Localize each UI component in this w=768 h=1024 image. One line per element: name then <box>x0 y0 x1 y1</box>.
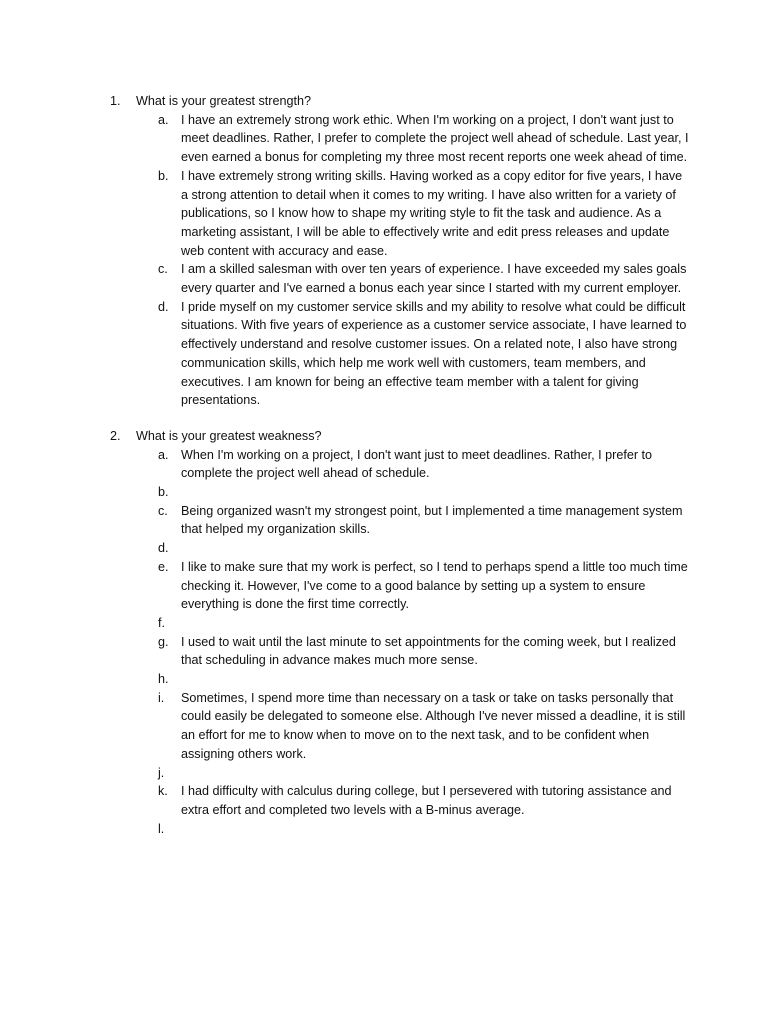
answer-letter: i. <box>158 690 165 705</box>
answer-text: I had difficulty with calculus during college, but I persevered with tutoring assistance and extra effort and completed two levels with a B-minus average. <box>181 784 672 817</box>
answer-item <box>110 558 690 614</box>
question-number: 2. <box>110 428 121 443</box>
answer-text: I have extremely strong writing skills. Having worked as a copy editor for five years, I have a strong attention to detail when it comes to my writing. I have also written for a variety of publications, so I know how to shape my writing style to fit the task and audience. As a marketing assistant, I will be able to effectively write and edit press releases and update web content with accuracy and ease. <box>181 168 683 258</box>
answer-letter: g. <box>158 634 169 649</box>
answer-item <box>110 260 690 297</box>
answer-text: Sometimes, I spend more time than necessary on a task or take on tasks personally that could easily be delegated to someone else. Although I've never missed a deadline, it is still an effort for me to know when to move on to the next task, and to be confident when assigning others work. <box>181 690 686 761</box>
answer-text: I like to make sure that my work is perfect, so I tend to perhaps spend a little too much time checking it. However, I've come to a good balance by setting up a system to ensure everything is done the first time correctly. <box>181 559 688 612</box>
question-2 <box>110 427 690 446</box>
document-content <box>110 92 690 838</box>
answer-item <box>110 483 690 502</box>
answer-item <box>110 670 690 689</box>
answer-letter: h. <box>158 672 169 687</box>
answer-item <box>110 167 690 261</box>
answer-letter: l. <box>158 821 165 836</box>
answer-text: Being organized wasn't my strongest point, but I implemented a time management system that helped my organization skills. <box>181 503 683 537</box>
answer-letter: d. <box>158 299 169 314</box>
answer-letter: b. <box>158 485 169 500</box>
answer-item <box>110 539 690 558</box>
answer-item <box>110 633 690 670</box>
answer-item <box>110 764 690 783</box>
answer-text: I am a skilled salesman with over ten years of experience. I have exceeded my sales goals every quarter and I've earned a bonus each year since I started with my current employer. <box>181 262 687 296</box>
answer-item <box>110 502 690 539</box>
question-1 <box>110 92 690 111</box>
answer-item <box>110 689 690 764</box>
answer-item <box>110 111 690 167</box>
question-text: What is your greatest weakness? <box>136 428 322 443</box>
answer-letter: c. <box>158 503 168 518</box>
answer-list-1 <box>110 111 690 410</box>
answer-text: I pride myself on my customer service skills and my ability to resolve what could be difficult situations. With five years of experience as a customer service associate, I have learned to effectively understand and resolve customer issues. On a related note, I also have strong communication skills, which help me work well with customers, team members, and executives. I am known for being an effective team member with a talent for giving presentations. <box>181 299 687 408</box>
answer-item <box>110 820 690 839</box>
answer-text: I have an extremely strong work ethic. When I'm working on a project, I don't want just to meet deadlines. Rather, I prefer to complete the project well ahead of schedule. Last year, I even earned a bonus for completing my three most recent reports one week ahead of time. <box>181 112 689 165</box>
answer-letter: f. <box>158 615 165 630</box>
section-gap <box>110 410 690 427</box>
answer-item <box>110 782 690 819</box>
answer-letter: d. <box>158 541 169 556</box>
question-text: What is your greatest strength? <box>136 94 311 108</box>
answer-letter: k. <box>158 784 168 799</box>
question-number: 1. <box>110 94 121 108</box>
answer-item <box>110 446 690 483</box>
answer-letter: a. <box>158 447 169 462</box>
answer-item <box>110 298 690 410</box>
answer-letter: a. <box>158 112 169 127</box>
answer-text: I used to wait until the last minute to set appointments for the coming week, but I realized that scheduling in advance makes much more sense. <box>181 634 676 668</box>
answer-text: When I'm working on a project, I don't want just to meet deadlines. Rather, I prefer to complete the project well ahead of schedule. <box>181 447 653 481</box>
answer-item <box>110 614 690 633</box>
answer-letter: e. <box>158 559 169 574</box>
answer-letter: c. <box>158 262 168 277</box>
answer-list-2 <box>110 446 690 839</box>
answer-letter: b. <box>158 168 169 183</box>
answer-letter: j. <box>158 765 165 780</box>
